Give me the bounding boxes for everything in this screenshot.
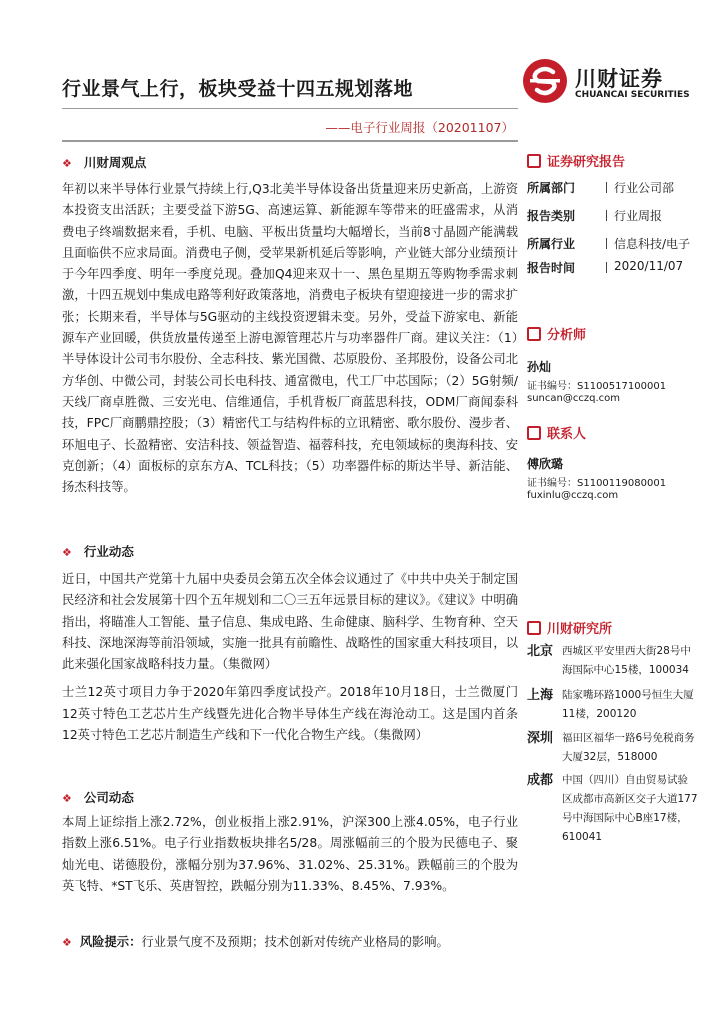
header-rule-top xyxy=(62,108,518,109)
logo-name-cn: 川财证券 xyxy=(575,67,663,91)
office-address: 陆家嘴环路1000号恒生大厦11楼，200120 xyxy=(562,689,694,720)
info-label: 所属部门 xyxy=(527,181,576,195)
info-value: 行业周报 xyxy=(614,209,663,223)
info-label: 报告类别 xyxy=(527,209,576,223)
info-value: 行业公司部 xyxy=(614,181,675,195)
office-city: 上海 xyxy=(527,688,554,703)
risk-text: 行业景气度不及预期；技术创新对传统产业格局的影响。 xyxy=(141,935,449,949)
contact-email[interactable]: fuxinlu@cczq.com xyxy=(527,490,619,501)
company-body xyxy=(62,812,518,897)
diamond-bullet-icon: ❖ xyxy=(62,157,72,170)
office-city: 深圳 xyxy=(527,731,554,746)
risk-warning xyxy=(62,932,449,950)
paragraph: 近日，中国共产党第十九届中央委员会第五次全体会议通过了《中共中央关于制定国民经济和社会发展第十四个五年规划和二〇三五年远景目标的建议》。《建议》中明确指出，将瞄准人工智能、量子信息、集成电路、生命健康、脑科学、生物育种、空天科技、深地深海等前沿领域，实施一批具有前瞻性、战略性的国家重大科技项目，以此来强化国家战略科技力量。（集微网） xyxy=(62,572,518,672)
analyst-cert: 证书编号：S1100517100001 xyxy=(527,381,667,392)
info-label: 报告时间 xyxy=(527,261,576,275)
info-separator xyxy=(606,238,607,249)
section-box-icon xyxy=(527,426,541,440)
section-heading-view: ❖ 川财周观点 xyxy=(62,155,147,170)
section-box-icon xyxy=(527,621,541,635)
info-separator xyxy=(606,182,607,193)
view-body xyxy=(62,179,518,498)
report-title: 行业景气上行，板块受益十四五规划落地 xyxy=(62,78,414,100)
section-heading-industry: ❖ 行业动态 xyxy=(62,544,134,559)
section-box-icon xyxy=(527,154,541,168)
info-label: 所属行业 xyxy=(527,237,576,251)
logo-badge-icon xyxy=(523,59,567,103)
paragraph: 士兰12英寸项目力争于2020年第四季度试投产。2018年10月18日，士兰微厦门12英寸特色工艺芯片生产线暨先进化合物半导体生产线在海沧动工。这是国内首条12英寸特色工艺芯片制造生产线和下一代化合物生产线。（集微网） xyxy=(62,685,518,743)
analyst-email[interactable]: suncan@cczq.com xyxy=(527,393,620,404)
office-address: 福田区福华一路6号免税商务大厦32层，518000 xyxy=(562,732,695,763)
info-value: 2020/11/07 xyxy=(614,259,684,273)
office-address: 中国（四川）自由贸易试验区成都市高新区交子大道177号中海国际中心B座17楼，610041 xyxy=(562,774,698,843)
industry-body xyxy=(62,569,518,746)
office-address: 西城区平安里西大街28号中海国际中心15楼，100034 xyxy=(562,645,691,676)
diamond-bullet-icon: ❖ xyxy=(62,936,72,949)
header-rule-bottom xyxy=(62,140,518,142)
sidebar-heading-report: 证券研究报告 xyxy=(527,151,625,170)
sidebar-heading-offices: 川财研究所 xyxy=(527,618,612,637)
contact-cert: 证书编号：S1100119080001 xyxy=(527,478,667,489)
section-heading-company: ❖ 公司动态 xyxy=(62,790,134,805)
office-city: 北京 xyxy=(527,644,554,659)
sidebar-heading-contact: 联系人 xyxy=(527,423,586,442)
report-subtitle: ——电子行业周报（20201107） xyxy=(325,120,514,135)
section-box-icon xyxy=(527,327,541,341)
info-separator xyxy=(606,210,607,221)
analyst-name: 孙灿 xyxy=(527,360,552,374)
diamond-bullet-icon: ❖ xyxy=(62,792,72,805)
risk-label: 风险提示： xyxy=(79,935,142,949)
info-separator xyxy=(606,262,607,273)
info-value: 信息科技/电子 xyxy=(614,237,691,251)
paragraph: 本周上证综指上涨2.72%，创业板指上涨2.91%，沪深300上涨4.05%，电子行业指数上涨6.51%。电子行业指数板块排名5/28。周涨幅前三的个股为民德电子、聚灿光电、诺德股份，涨幅分别为37.96%、31.02%、25.31%。跌幅前三的个股为英飞特、*ST飞乐、英唐智控，跌幅分别为11.33%、8.45%、7.93%。 xyxy=(62,815,518,893)
company-logo xyxy=(523,59,693,103)
paragraph: 年初以来半导体行业景气持续上行,Q3北美半导体设备出货量迎来历史新高，上游资本投资支出活跃；主要受益下游5G、高速运算、新能源车等带来的旺盛需求，从消费电子终端数据来看，手机、电脑、平板出货量均大幅增长，当前8寸晶圆产能满载且面临供不应求局面。消费电子侧，受苹果新机延后等影响，产业链大部分业绩预计于今年四季度、明年一季度兑现。叠加Q4迎来双十一、黑色星期五等购物季需求刺激，十四五规划中集成电路等利好政策落地，消费电子板块有望迎接进一步的需求扩张；长期来看，半导体与5G驱动的主线投资逻辑未变。另外，受益下游家电、新能源车产业回暖，供货放量传递至上游电源管理芯片与功率器件厂商。建议关注：（1）半导体设计公司韦尔股份、全志科技、紫光国微、芯原股份、圣邦股份，设备公司北方华创、中微公司，封装公司长电科技、通富微电，代工厂中芯国际；（2）5G射频/天线厂商卓胜微、三安光电、信维通信，手机背板厂商蓝思科技，ODM厂商闻泰科技，FPC厂商鹏鼎控股；（3）精密代工与结构件标的立讯精密、歌尔股份、漫步者、环旭电子、长盈精密、安洁科技、领益智造、福蓉科技，充电领域标的奥海科技、安克创新；（4）面板标的京东方A、TCL科技；（5）功率器件标的斯达半导、新洁能、扬杰科技等。 xyxy=(62,182,518,495)
sidebar-heading-analyst: 分析师 xyxy=(527,324,586,343)
office-city: 成都 xyxy=(527,773,554,788)
contact-name: 傅欣璐 xyxy=(527,457,564,471)
logo-name-en: CHUANCAI SECURITIES xyxy=(575,90,690,100)
diamond-bullet-icon: ❖ xyxy=(62,546,72,559)
